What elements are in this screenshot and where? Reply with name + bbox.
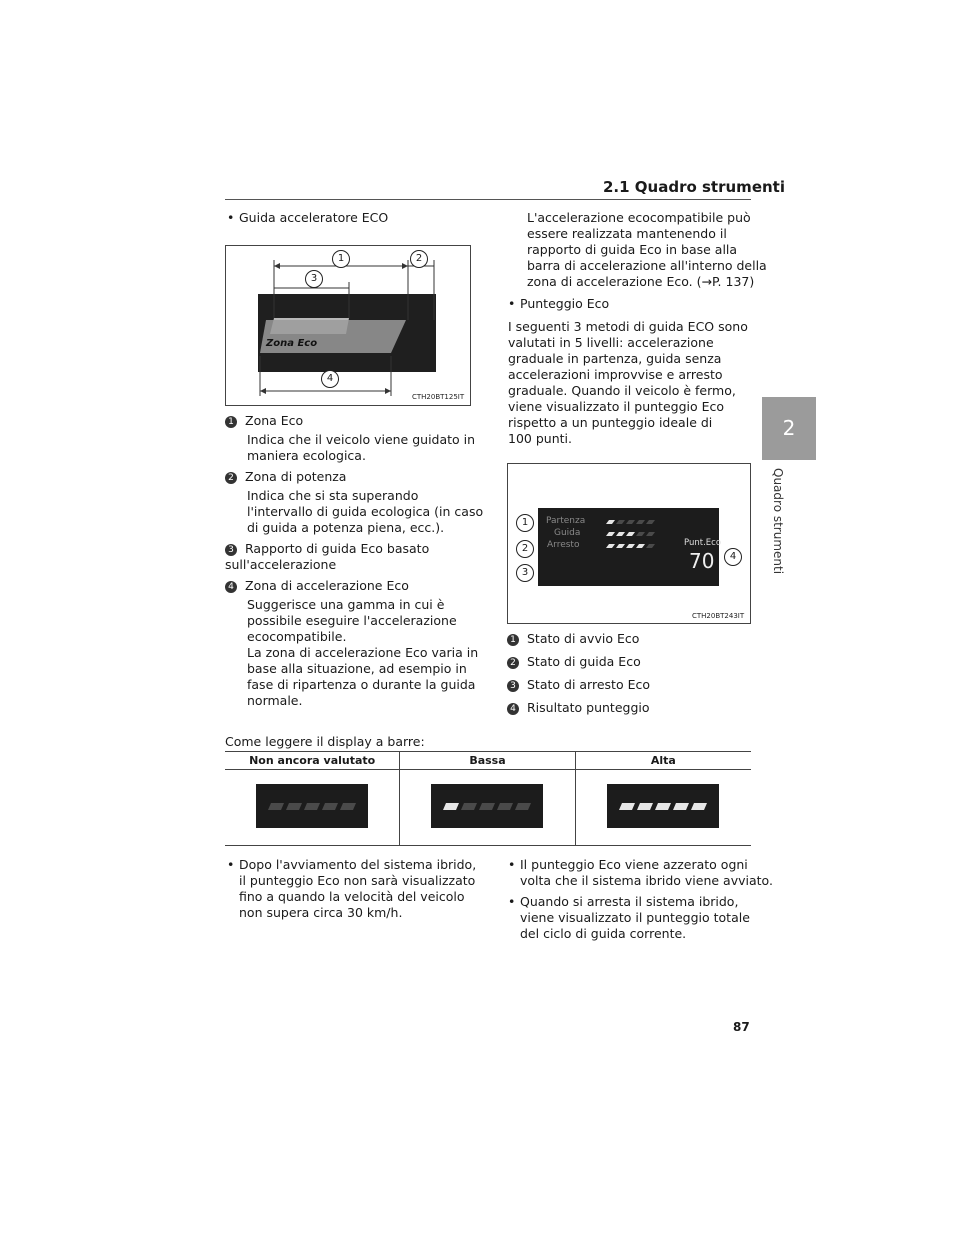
bar-display: [256, 784, 368, 828]
bar-segment: [443, 803, 459, 810]
bar-segment: [322, 803, 338, 810]
callout-1: 1: [332, 250, 350, 268]
note-score-total: • Quando si arresta il sistema ibrido, viene visualizzato il punteggio totale del ciclo di guida corrente.: [520, 894, 750, 942]
callout-3: 3: [516, 564, 534, 582]
figure-code: CTH20BT125IT: [412, 393, 465, 401]
eco-score-text: I seguenti 3 metodi di guida ECO sono valutati in 5 livelli: accelerazione graduale in partenza, guida senza accelerazioni improvvise e arresto graduale. Quando il veicolo è fermo, viene visualizzato il punteggio Eco rispetto a un punteggio ideale di 100 punti.: [508, 319, 748, 446]
cell-high: [575, 770, 751, 846]
item-4-desc: Suggerisce una gamma in cui è possibile eseguire l'accelerazione ecocompatibile.: [247, 597, 457, 644]
bar-segment: [304, 803, 320, 810]
bar-segment: [268, 803, 284, 810]
bar-display: [607, 784, 719, 828]
bar-segment: [479, 803, 495, 810]
row-partenza: Partenza: [546, 516, 586, 526]
row-arresto: Arresto: [547, 540, 580, 550]
eco-guide-figure: [225, 245, 471, 406]
score-bar-segment: [636, 532, 645, 536]
col-not-evaluated: Non ancora valutato: [225, 752, 400, 770]
chapter-label: Quadro strumenti: [771, 468, 785, 575]
score-label: Punt.Eco: [684, 538, 722, 548]
bullet-eco-guide: • Guida acceleratore ECO: [239, 210, 388, 226]
score-bar-segment: [626, 544, 635, 548]
callout-2: 2: [410, 250, 428, 268]
col-low: Bassa: [400, 752, 575, 770]
page-number: 87: [733, 1020, 750, 1034]
bar-display: [431, 784, 543, 828]
score-bar-segment: [606, 544, 615, 548]
col-high: Alta: [575, 752, 751, 770]
note-hybrid-start: • Dopo l'avviamento del sistema ibrido, il punteggio Eco non sarà visualizzato fino a quando la velocità del veicolo non supera circa 30 km/h.: [239, 857, 476, 921]
item-4-title: 4 Zona di accelerazione Eco: [225, 578, 409, 594]
bar-segment: [655, 803, 671, 810]
bar-segment: [515, 803, 531, 810]
section-title: 2.1 Quadro strumenti: [603, 178, 785, 196]
row-guida: Guida: [554, 528, 581, 538]
bar-segment: [673, 803, 689, 810]
callout-4: 4: [321, 370, 339, 388]
score-bar-segment: [626, 532, 635, 536]
bar-display-table: [225, 751, 751, 846]
score-bar-segment: [616, 532, 625, 536]
cell-low: [400, 770, 575, 846]
cell-not-evaluated: [225, 770, 400, 846]
eco-score-figure: [507, 463, 751, 624]
item-1-title: 1 Zona Eco: [225, 413, 303, 429]
callout-1: 1: [516, 514, 534, 532]
item-2-title: 2 Zona di potenza: [225, 469, 346, 485]
score-bar-segment: [636, 544, 645, 548]
item-4-desc2: La zona di accelerazione Eco varia in base alla situazione, ad esempio in fase di ripartenza o durante la guida normale.: [247, 645, 479, 708]
callout-2: 2: [516, 540, 534, 558]
status-item-2: 2 Stato di guida Eco: [507, 654, 641, 670]
eco-guide-diagram: [226, 246, 470, 405]
score-bar-segment: [616, 520, 625, 524]
eco-zone-label: Zona Eco: [266, 338, 318, 349]
bar-segment: [461, 803, 477, 810]
eco-score-display: [538, 508, 722, 586]
score-bar-segment: [606, 520, 615, 524]
bar-segment: [637, 803, 653, 810]
bar-segment: [286, 803, 302, 810]
header-divider: [225, 199, 751, 200]
figure-code: CTH20BT243IT: [692, 612, 745, 620]
score-bar-segment: [636, 520, 645, 524]
score-bar-segment: [606, 532, 615, 536]
bar-segment: [497, 803, 513, 810]
item-1-desc: Indica che il veicolo viene guidato in maniera ecologica.: [247, 432, 476, 463]
bar-segment: [619, 803, 635, 810]
status-item-4: 4 Risultato punteggio: [507, 700, 650, 716]
item-2-desc: Indica che si sta superando l'intervallo di guida ecologica (in caso di guida a potenza piena, ecc.).: [247, 488, 484, 535]
score-bar-segment: [616, 544, 625, 548]
eco-accel-continued: L'accelerazione ecocompatibile può essere realizzata mantenendo il rapporto di guida Eco in base alla barra di accelerazione all'interno della zona di accelerazione Eco. (→P. 137): [527, 210, 767, 289]
bars-intro: Come leggere il display a barre:: [225, 734, 425, 749]
bar-segment: [340, 803, 356, 810]
bullet-eco-score: • Punteggio Eco: [520, 296, 609, 312]
callout-4: 4: [724, 548, 742, 566]
item-3-title: 3 Rapporto di guida Eco basato sull'accelerazione: [225, 541, 430, 572]
status-item-1: 1 Stato di avvio Eco: [507, 631, 639, 647]
score-bar-segment: [646, 544, 655, 548]
note-score-reset: • Il punteggio Eco viene azzerato ogni volta che il sistema ibrido viene avviato.: [520, 857, 773, 889]
score-value: 70: [689, 549, 715, 573]
bar-segment: [691, 803, 707, 810]
chapter-tab[interactable]: 2: [762, 397, 816, 460]
callout-3: 3: [305, 270, 323, 288]
score-bar-segment: [646, 532, 655, 536]
score-bar-segment: [626, 520, 635, 524]
score-bar-segment: [646, 520, 655, 524]
status-item-3: 3 Stato di arresto Eco: [507, 677, 650, 693]
